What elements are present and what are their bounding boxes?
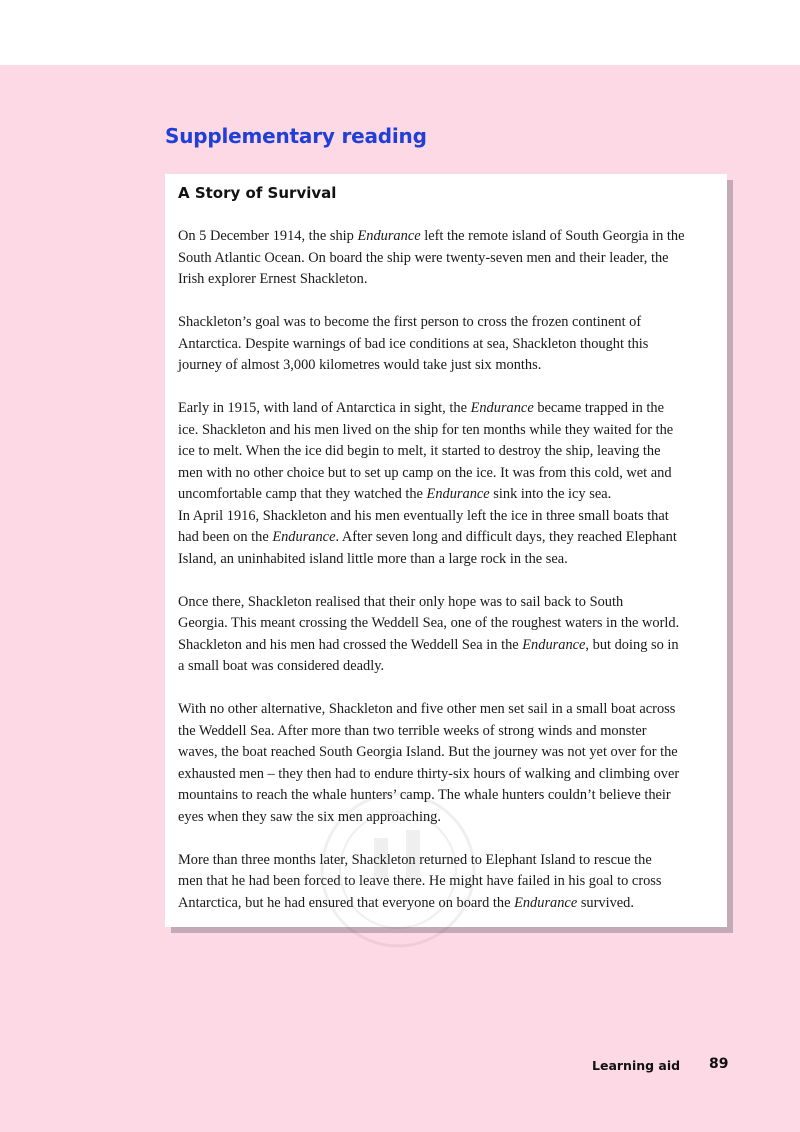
text-line	[178, 699, 720, 721]
text-run: men that he had been forced to leave there. He might have failed in his goal to cross	[178, 873, 662, 889]
text-run: More than three months later, Shackleton returned to Elephant Island to rescue the	[178, 851, 652, 868]
text-run: the Weddell Sea. After more than two terrible weeks of strong winds and monster	[178, 722, 647, 739]
story-paragraph	[178, 312, 720, 377]
text-line	[178, 721, 720, 743]
text-line	[178, 764, 720, 786]
text-line	[178, 398, 720, 420]
text-line	[178, 850, 720, 872]
story-paragraph	[178, 850, 720, 915]
text-run: became trapped in the	[533, 400, 664, 416]
text-run: exhausted men – they then had to endure thirty-six hours of walking and climbing over	[178, 765, 680, 782]
text-line	[178, 742, 720, 764]
text-line	[178, 613, 720, 635]
page-number: 89	[709, 1056, 729, 1072]
text-line	[178, 312, 720, 334]
text-run: Georgia. This meant crossing the Weddell Sea, one of the roughest waters in the world.	[178, 615, 680, 631]
text-run: had been on the	[178, 529, 273, 545]
text-run: eyes when they saw the six men approaching.	[178, 808, 441, 825]
text-run: Irish explorer Ernest Shackleton.	[178, 271, 368, 287]
ship-name: Endurance	[470, 400, 534, 416]
story-paragraph	[178, 699, 720, 828]
story-body	[178, 226, 720, 936]
text-run: South Atlantic Ocean. On board the ship were twenty-seven men and their leader, the	[178, 249, 669, 266]
text-run: ice to melt. When the ice did begin to melt, it started to destroy the ship, leaving the	[178, 443, 661, 459]
story-paragraph	[178, 226, 720, 291]
text-run: mountains to reach the whale hunters’ camp. The whale hunters couldn’t believe their	[178, 787, 671, 803]
text-line	[178, 893, 720, 915]
text-run: Early in 1915, with land of Antarctica in sight, the	[178, 400, 471, 416]
text-line	[178, 527, 720, 549]
text-line	[178, 807, 720, 829]
text-line	[178, 269, 720, 291]
text-run: left the remote island of South Georgia in the	[420, 228, 685, 244]
ship-name: Endurance	[357, 228, 421, 244]
text-line	[178, 355, 720, 377]
ship-name: Endurance	[272, 529, 336, 545]
text-run: Antarctica. Despite warnings of bad ice conditions at sea, Shackleton thought this	[178, 335, 649, 352]
text-run: . After seven long and difficult days, they reached Elephant	[335, 529, 677, 545]
text-run: uncomfortable camp that they watched the	[178, 486, 427, 502]
footer-label: Learning aid	[592, 1058, 681, 1073]
text-line	[178, 248, 720, 270]
text-line	[178, 785, 720, 807]
text-run: journey of almost 3,000 kilometres would take just six months.	[178, 357, 542, 373]
text-run: , but doing so in	[585, 636, 679, 653]
story-title: A Story of Survival	[178, 184, 337, 202]
text-run: Once there, Shackleton realised that their only hope was to sail back to South	[178, 593, 624, 610]
text-line	[178, 226, 720, 248]
text-line	[178, 549, 720, 571]
text-line	[178, 334, 720, 356]
text-line	[178, 463, 720, 485]
text-run: men with no other choice but to set up camp on the ice. It was from this cold, wet and	[178, 464, 672, 481]
text-line	[178, 420, 720, 442]
text-run: waves, the boat reached South Georgia Island. But the journey was not yet over for the	[178, 744, 678, 760]
text-line	[178, 506, 720, 528]
ship-name: Endurance	[522, 636, 586, 653]
story-paragraph	[178, 592, 720, 678]
text-line	[178, 441, 720, 463]
text-run: Antarctica, but he had ensured that everyone on board the	[178, 894, 515, 911]
story-paragraph	[178, 398, 720, 506]
text-run: survived.	[577, 894, 634, 911]
text-run: ice. Shackleton and his men lived on the ship for ten months while they waited for the	[178, 421, 674, 438]
story-paragraph	[178, 506, 720, 571]
story-card	[165, 174, 727, 927]
text-run: Island, an uninhabited island little more than a large rock in the sea.	[178, 550, 568, 567]
text-line	[178, 656, 720, 678]
text-line	[178, 592, 720, 614]
text-run: Shackleton’s goal was to become the first person to cross the frozen continent of	[178, 314, 642, 330]
text-run: a small boat was considered deadly.	[178, 658, 385, 674]
text-line	[178, 635, 720, 657]
section-heading: Supplementary reading	[165, 124, 427, 148]
text-run: sink into the icy sea.	[489, 486, 612, 502]
text-run: With no other alternative, Shackleton and five other men set sail in a small boat across	[178, 701, 676, 717]
ship-name: Endurance	[514, 894, 578, 911]
text-run: On 5 December 1914, the ship	[178, 228, 358, 244]
ship-name: Endurance	[426, 486, 490, 502]
text-run: Shackleton and his men had crossed the Weddell Sea in the	[178, 636, 523, 653]
text-line	[178, 871, 720, 893]
text-run: In April 1916, Shackleton and his men eventually left the ice in three small boats that	[178, 507, 669, 524]
text-line	[178, 484, 720, 506]
